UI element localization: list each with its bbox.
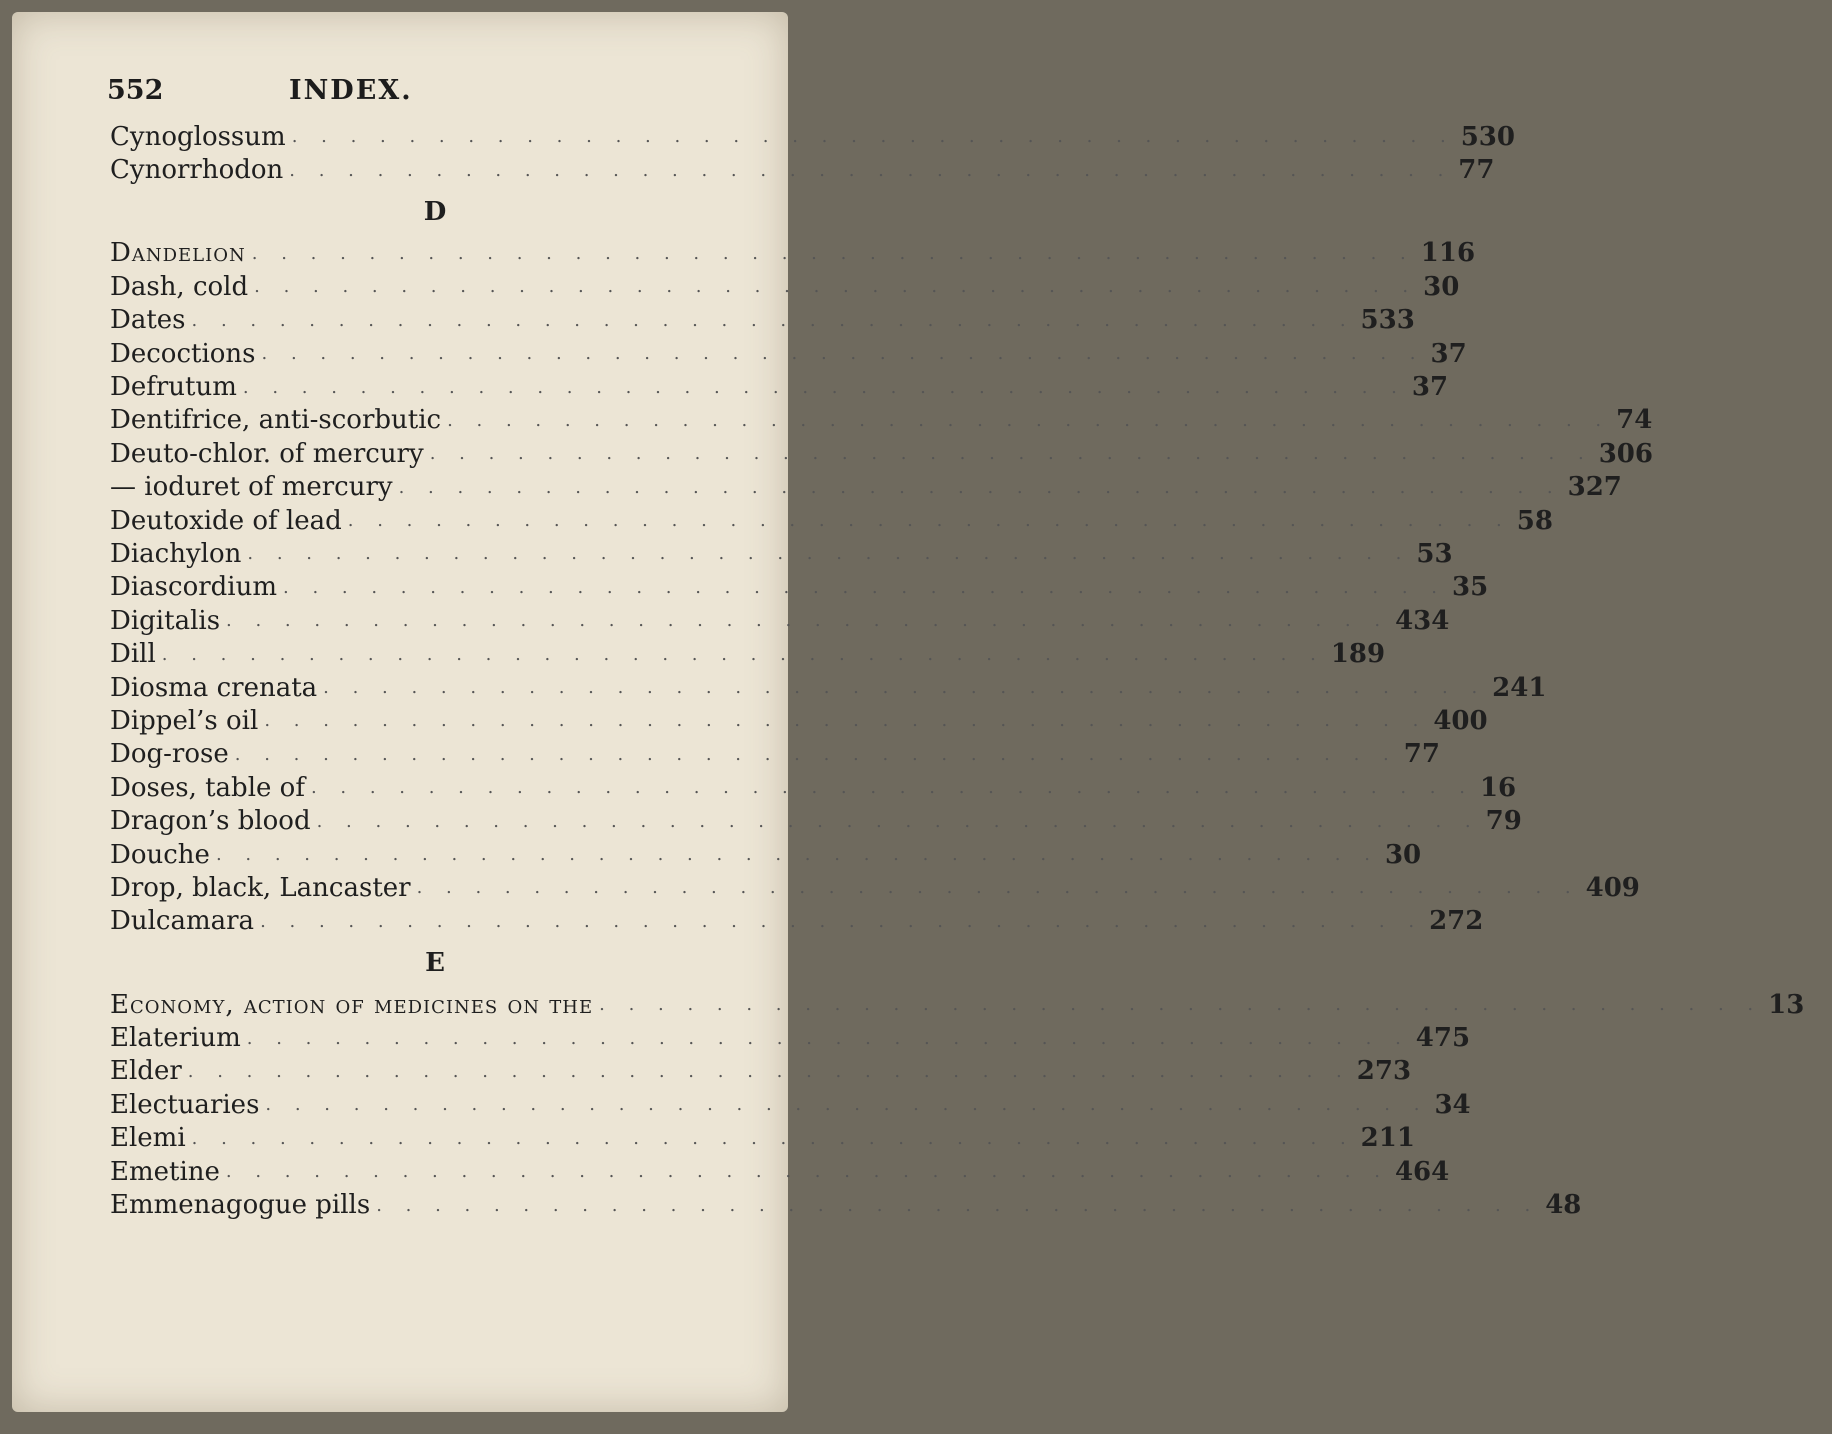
entry-name: Dulcamara <box>110 906 255 937</box>
index-entry <box>110 838 1422 871</box>
entry-name: Emmenagogue pills <box>110 1190 371 1221</box>
entry-page: 530 <box>1460 121 1515 152</box>
entry-name: Dates <box>110 305 186 336</box>
index-entry <box>110 704 1488 737</box>
entry-name: Elaterium <box>110 1023 241 1054</box>
index-entry <box>110 337 1467 370</box>
entry-name: Dippel’s oil <box>110 705 259 736</box>
leader-dots: . . . . . . . . . . . . . . . . . . . . . . . . . . . . . . . . . . . . . . . . <box>226 610 1390 632</box>
entry-page: 79 <box>1485 806 1522 837</box>
entry-name: Economy, action of medicines on the <box>110 989 594 1020</box>
index-entry <box>110 120 1515 153</box>
entry-name: — ioduret of mercury <box>110 472 393 503</box>
index-entry <box>110 604 1450 637</box>
entry-page: 77 <box>1458 155 1495 186</box>
index-entry <box>110 1021 1471 1054</box>
entry-page: 464 <box>1394 1156 1450 1187</box>
index-entry <box>110 471 1622 504</box>
entry-page: 30 <box>1384 839 1422 870</box>
leader-dots: . . . . . . . . . . . . . . . . . . . . . . . . . . . . . . . . . . . . . . . . <box>310 777 1474 799</box>
entry-page: 77 <box>1403 739 1440 770</box>
leader-dots: . . . . . . . . . . . . . . . . . . . . . . . . . . . . . . . . . . . . . . . . <box>416 877 1580 899</box>
entry-name: Dash, cold <box>110 271 249 302</box>
entry-page: 37 <box>1411 372 1449 403</box>
entry-page: 211 <box>1360 1123 1415 1154</box>
entry-page: 400 <box>1433 705 1488 736</box>
entry-page: 409 <box>1585 872 1640 903</box>
entry-name: Dill <box>110 639 156 670</box>
leader-dots: . . . . . . . . . . . . . . . . . . . . . . . . . . . . . . . . . . . . . . . . <box>265 1094 1429 1116</box>
leader-dots: . . . . . . . . . . . . . . . . . . . . . . . . . . . . . . . . . . . . . . . . <box>191 1127 1355 1149</box>
index-entry <box>110 988 1805 1021</box>
page-number: 552 <box>107 74 164 106</box>
leader-dots: . . . . . . . . . . . . . . . . . . . . . . . . . . . . . . . . . . . . . . . . <box>261 343 1425 365</box>
entry-name: Deutoxide of lead <box>110 505 342 536</box>
entry-page: 74 <box>1616 405 1653 436</box>
entry-page: 434 <box>1395 605 1450 636</box>
entry-page: 35 <box>1452 572 1489 603</box>
entry-name: Dragon’s blood <box>110 806 311 837</box>
entry-page: 13 <box>1768 989 1805 1020</box>
index-entry <box>110 370 1449 403</box>
index-entry <box>110 1155 1450 1188</box>
entry-name: Defrutum <box>110 372 237 403</box>
entry-name: Decoctions <box>110 338 256 369</box>
entry-page: 533 <box>1360 305 1415 336</box>
leader-dots: . . . . . . . . . . . . . . . . . . . . . . . . . . . . . . . . . . . . . . . . <box>260 910 1424 932</box>
entry-page: 475 <box>1415 1023 1471 1054</box>
entry-name: Dog-rose <box>110 739 229 770</box>
entry-name: Diascordium <box>110 572 278 603</box>
leader-dots: . . . . . . . . . . . . . . . . . . . . . . . . . . . . . . . . . . . . . . . . <box>161 643 1325 665</box>
entry-page: 53 <box>1416 538 1453 569</box>
entry-page: 48 <box>1545 1190 1582 1221</box>
leader-dots: . . . . . . . . . . . . . . . . . . . . . . . . . . . . . . . . . . . . . . . . <box>599 994 1763 1016</box>
entry-name: Dandelion <box>110 238 246 269</box>
entry-name: Deuto-chlor. of mercury <box>110 438 424 469</box>
entry-page: 37 <box>1430 338 1467 369</box>
leader-dots: . . . . . . . . . . . . . . . . . . . . . . . . . . . . . . . . . . . . . . . . <box>376 1194 1540 1216</box>
page-title: INDEX. <box>289 74 413 106</box>
leader-dots: . . . . . . . . . . . . . . . . . . . . . . . . . . . . . . . . . . . . . . . . <box>347 510 1511 532</box>
index-entry <box>110 738 1440 771</box>
leader-dots: . . . . . . . . . . . . . . . . . . . . . . . . . . . . . . . . . . . . . . . . <box>225 1161 1389 1183</box>
leader-dots: . . . . . . . . . . . . . . . . . . . . . . . . . . . . . . . . . . . . . . . . <box>187 1060 1351 1082</box>
index-entry <box>110 571 1489 604</box>
index-entry <box>110 804 1522 837</box>
index-entry <box>110 270 1460 303</box>
index-entry <box>110 304 1415 337</box>
leader-dots: . . . . . . . . . . . . . . . . . . . . . . . . . . . . . . . . . . . . . . . . <box>316 810 1480 832</box>
entry-name: Digitalis <box>110 605 221 636</box>
index-entry <box>110 537 1453 570</box>
entry-name: Drop, black, Lancaster <box>110 872 411 903</box>
leader-dots: . . . . . . . . . . . . . . . . . . . . . . . . . . . . . . . . . . . . . . . . <box>323 677 1487 699</box>
leader-dots: . . . . . . . . . . . . . . . . . . . . . . . . . . . . . . . . . . . . . . . . <box>215 844 1379 865</box>
leader-dots: . . . . . . . . . . . . . . . . . . . . . . . . . . . . . . . . . . . . . . . . <box>191 309 1355 331</box>
entry-name: Elemi <box>110 1123 186 1154</box>
index-entry <box>110 1088 1471 1121</box>
index-entry <box>110 871 1640 904</box>
leader-dots: . . . . . . . . . . . . . . . . . . . . . . . . . . . . . . . . . . . . . . . . <box>429 443 1593 465</box>
entry-name: Cynorrhodon <box>110 155 284 186</box>
entry-page: 30 <box>1423 271 1460 302</box>
index-entry <box>110 1055 1412 1088</box>
leader-dots: . . . . . . . . . . . . . . . . . . . . . . . . . . . . . . . . . . . . . . . . <box>289 159 1453 181</box>
index-entry <box>110 905 1484 938</box>
index-entries <box>110 120 1805 1222</box>
index-entry <box>110 153 1495 186</box>
index-entry <box>110 437 1653 470</box>
index-entry <box>110 771 1517 804</box>
entry-page: 189 <box>1330 639 1386 670</box>
entry-page: 273 <box>1356 1056 1412 1087</box>
entry-name: Elder <box>110 1056 182 1087</box>
leader-dots: . . . . . . . . . . . . . . . . . . . . . . . . . . . . . . . . . . . . . . . . <box>242 376 1406 398</box>
entry-name: Diosma crenata <box>110 672 318 703</box>
index-entry <box>110 504 1553 537</box>
entry-name: Cynoglossum <box>110 121 286 152</box>
index-entry <box>110 1188 1582 1221</box>
page-header <box>107 70 413 110</box>
book-page <box>12 12 1805 1412</box>
leader-dots: . . . . . . . . . . . . . . . . . . . . . . . . . . . . . . . . . . . . . . . . <box>447 409 1611 431</box>
entry-page: 306 <box>1598 438 1653 469</box>
leader-dots: . . . . . . . . . . . . . . . . . . . . . . . . . . . . . . . . . . . . . . . . <box>254 276 1418 298</box>
entry-name: Douche <box>110 839 210 870</box>
leader-dots: . . . . . . . . . . . . . . . . . . . . . . . . . . . . . . . . . . . . . . . . <box>246 1027 1410 1049</box>
entry-page: 241 <box>1492 672 1547 703</box>
entry-name: Dentifrice, anti-scorbutic <box>110 405 442 436</box>
entry-name: Emetine <box>110 1156 220 1187</box>
index-entry <box>110 671 1547 704</box>
entry-name: Electuaries <box>110 1089 260 1120</box>
entry-name: Doses, table of <box>110 772 305 803</box>
entry-page: 34 <box>1434 1089 1471 1120</box>
leader-dots: . . . . . . . . . . . . . . . . . . . . . . . . . . . . . . . . . . . . . . . . <box>398 476 1562 498</box>
leader-dots: . . . . . . . . . . . . . . . . . . . . . . . . . . . . . . . . . . . . . . . . <box>283 576 1447 598</box>
leader-dots: . . . . . . . . . . . . . . . . . . . . . . . . . . . . . . . . . . . . . . . . <box>264 710 1428 732</box>
entry-page: 16 <box>1479 772 1517 803</box>
section-letter: D <box>423 196 447 227</box>
leader-dots: . . . . . . . . . . . . . . . . . . . . . . . . . . . . . . . . . . . . . . . . <box>291 126 1455 148</box>
index-entry <box>110 404 1653 437</box>
leader-dots: . . . . . . . . . . . . . . . . . . . . . . . . . . . . . . . . . . . . . . . . <box>247 543 1411 565</box>
entry-name: Diachylon <box>110 538 242 569</box>
leader-dots: . . . . . . . . . . . . . . . . . . . . . . . . . . . . . . . . . . . . . . . . <box>234 743 1398 765</box>
index-entry <box>110 237 1476 270</box>
section-letter: E <box>425 947 445 978</box>
entry-page: 327 <box>1567 472 1622 503</box>
entry-page: 272 <box>1429 906 1484 937</box>
entry-page: 58 <box>1516 505 1553 536</box>
index-entry <box>110 1122 1415 1155</box>
index-entry <box>110 637 1386 670</box>
leader-dots: . . . . . . . . . . . . . . . . . . . . . . . . . . . . . . . . . . . . . . . . <box>251 242 1415 264</box>
entry-page: 116 <box>1420 238 1476 269</box>
